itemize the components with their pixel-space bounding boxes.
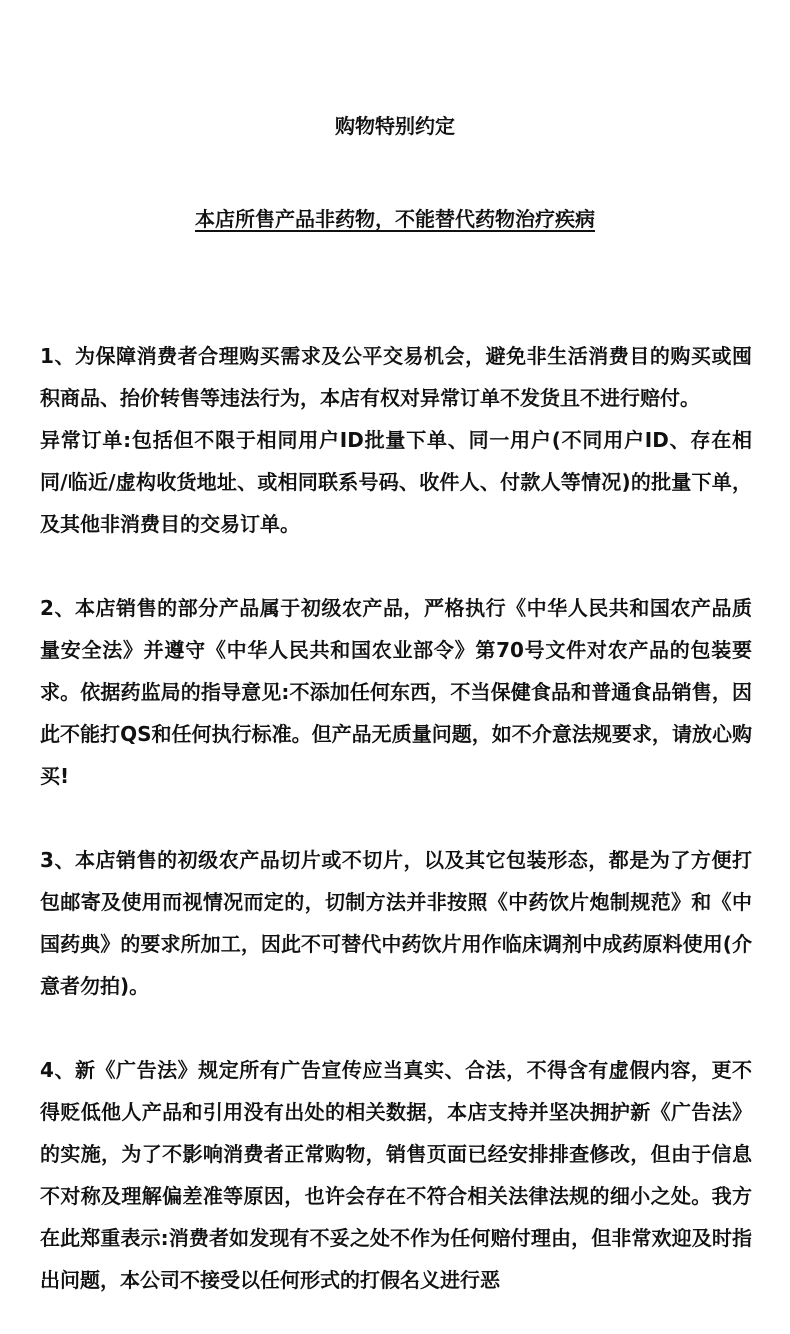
clause-2 <box>40 587 752 797</box>
section-spacer <box>40 1007 752 1049</box>
clause-1-paragraph: 1、为保障消费者合理购买需求及公平交易机会，避免非生活消费目的购买或囤积商品、抬价转售等违法行为，本店有权对异常订单不发货且不进行赔付。 <box>40 344 752 410</box>
document-title: 购物特别约定 <box>335 114 455 138</box>
subtitle-text: 本店所售产品非药物，不能替代药物治疗疾病 <box>195 207 595 231</box>
section-spacer <box>40 797 752 839</box>
section-spacer <box>40 545 752 587</box>
clause-1-abnormal-order-definition: 异常订单:包括但不限于相同用户ID批量下单、同一用户(不同用户ID、存在相同/临近/虚构收货地址、或相同联系号码、收件人、付款人等情况)的批量下单，及其他非消费目的交易订单。 <box>40 428 752 536</box>
document-subtitle <box>0 205 790 233</box>
clause-4 <box>40 1049 752 1301</box>
clause-3 <box>40 839 752 1007</box>
clause-2-paragraph: 2、本店销售的部分产品属于初级农产品，严格执行《中华人民共和国农产品质量安全法》并遵守《中华人民共和国农业部令》第70号文件对农产品的包装要求。依据药监局的指导意见:不添加任何东西，不当保健食品和普通食品销售，因此不能打QS和任何执行标准。但产品无质量问题，如不介意法规要求，请放心购买! <box>40 596 752 788</box>
clause-4-paragraph: 4、新《广告法》规定所有广告宣传应当真实、合法，不得含有虚假内容，更不得贬低他人产品和引用没有出处的相关数据，本店支持并坚决拥护新《广告法》的实施，为了不影响消费者正常购物，销售页面已经安排排查修改，但由于信息不对称及理解偏差准等原因，也许会存在不符合相关法律法规的细小之处。我方在此郑重表示:消费者如发现有不妥之处不作为任何赔付理由，但非常欢迎及时指出问题，本公司不接受以任何形式的打假名义进行恶 <box>40 1058 752 1292</box>
document-body <box>40 335 752 1301</box>
clause-1 <box>40 335 752 545</box>
clause-3-paragraph: 3、本店销售的初级农产品切片或不切片，以及其它包装形态，都是为了方便打包邮寄及使用而视情况而定的，切制方法并非按照《中药饮片炮制规范》和《中国药典》的要求所加工，因此不可替代中药饮片用作临床调剂中成药原料使用(介意者勿拍)。 <box>40 848 752 998</box>
